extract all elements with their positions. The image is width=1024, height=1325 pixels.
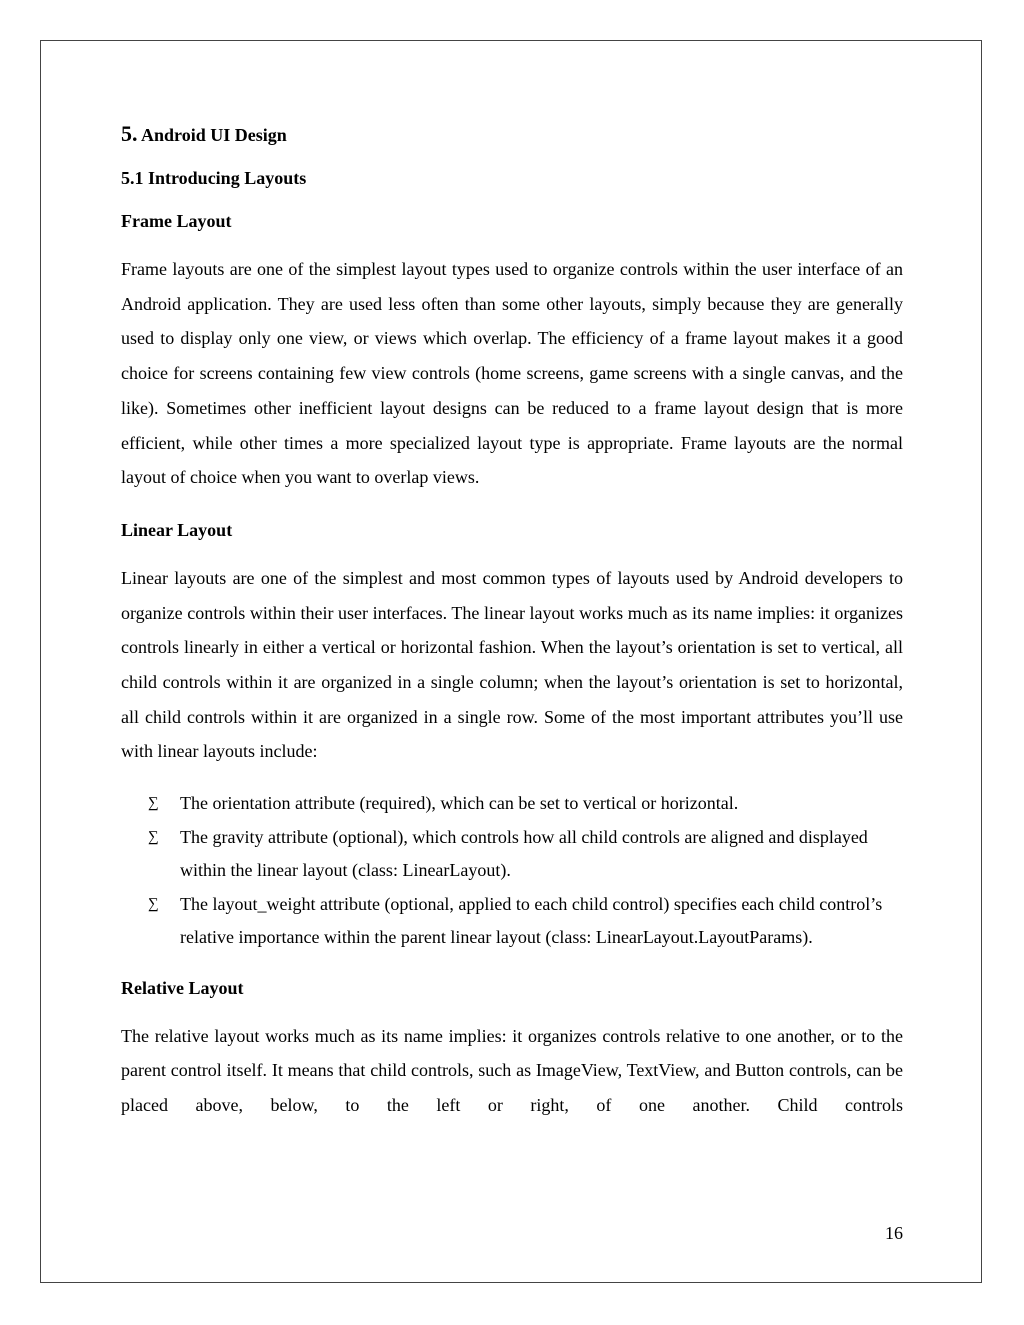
relative-layout-paragraph: The relative layout works much as its name implies: it organizes controls relative to one another, or to the parent control itself. It means that child controls, such as ImageView, TextView, and Button controls, can be placed above, below, to the left or right, of one another. Child controls xyxy=(121,1025,903,1116)
list-item-text: The orientation attribute (required), which can be set to vertical or horizontal. xyxy=(180,793,739,814)
chapter-heading xyxy=(121,120,903,149)
frame-layout-paragraph: Frame layouts are one of the simplest layout types used to organize controls within the user interface of an Android application. They are used less often than some other layouts, simply because they are generally used to display only one view, or views which overlap. The efficiency of a frame layout makes it a good choice for screens containing few view controls (home screens, game screens with a single canvas, and the like). Sometimes other inefficient layout designs can be reduced to a frame layout design that is more efficient, while other times a more specialized layout type is appropriate. Frame layouts are the normal layout of choice when you want to overlap views. xyxy=(121,259,903,488)
document-body xyxy=(121,120,903,1141)
chapter-number: 5. xyxy=(121,121,138,146)
list-item xyxy=(121,787,903,821)
frame-layout-heading: Frame Layout xyxy=(121,211,232,231)
sigma-bullet-icon: ∑ xyxy=(148,895,159,912)
sigma-bullet-icon: ∑ xyxy=(148,828,159,845)
linear-layout-heading: Linear Layout xyxy=(121,519,233,540)
list-item xyxy=(121,821,903,888)
chapter-title: Android UI Design xyxy=(141,125,287,145)
list-item-text: The gravity attribute (optional), which controls how all child controls are aligned and displayed within the linear layout (class: LinearLayout). xyxy=(180,826,868,881)
list-item xyxy=(121,888,903,955)
section-heading: 5.1 Introducing Layouts xyxy=(121,168,307,188)
sigma-bullet-icon: ∑ xyxy=(148,795,159,812)
linear-layout-paragraph: Linear layouts are one of the simplest and most common types of layouts used by Android developers to organize controls within their user interfaces. The linear layout works much as its name implies: it organizes controls linearly in either a vertical or horizontal fashion. When the layout’s orientation is set to vertical, all child controls within it are organized in a single column; when the layout’s orientation is set to horizontal, all child controls within it are organized in a single row. Some of the most important attributes you’ll use with linear layouts include: xyxy=(121,567,903,762)
linear-layout-attribute-list xyxy=(121,787,903,955)
relative-layout-heading: Relative Layout xyxy=(121,977,244,998)
list-item-text: The layout_weight attribute (optional, applied to each child control) specifies each child control’s relative importance within the parent linear layout (class: LinearLayout.LayoutParams). xyxy=(180,893,883,948)
page-number: 16 xyxy=(885,1223,903,1243)
